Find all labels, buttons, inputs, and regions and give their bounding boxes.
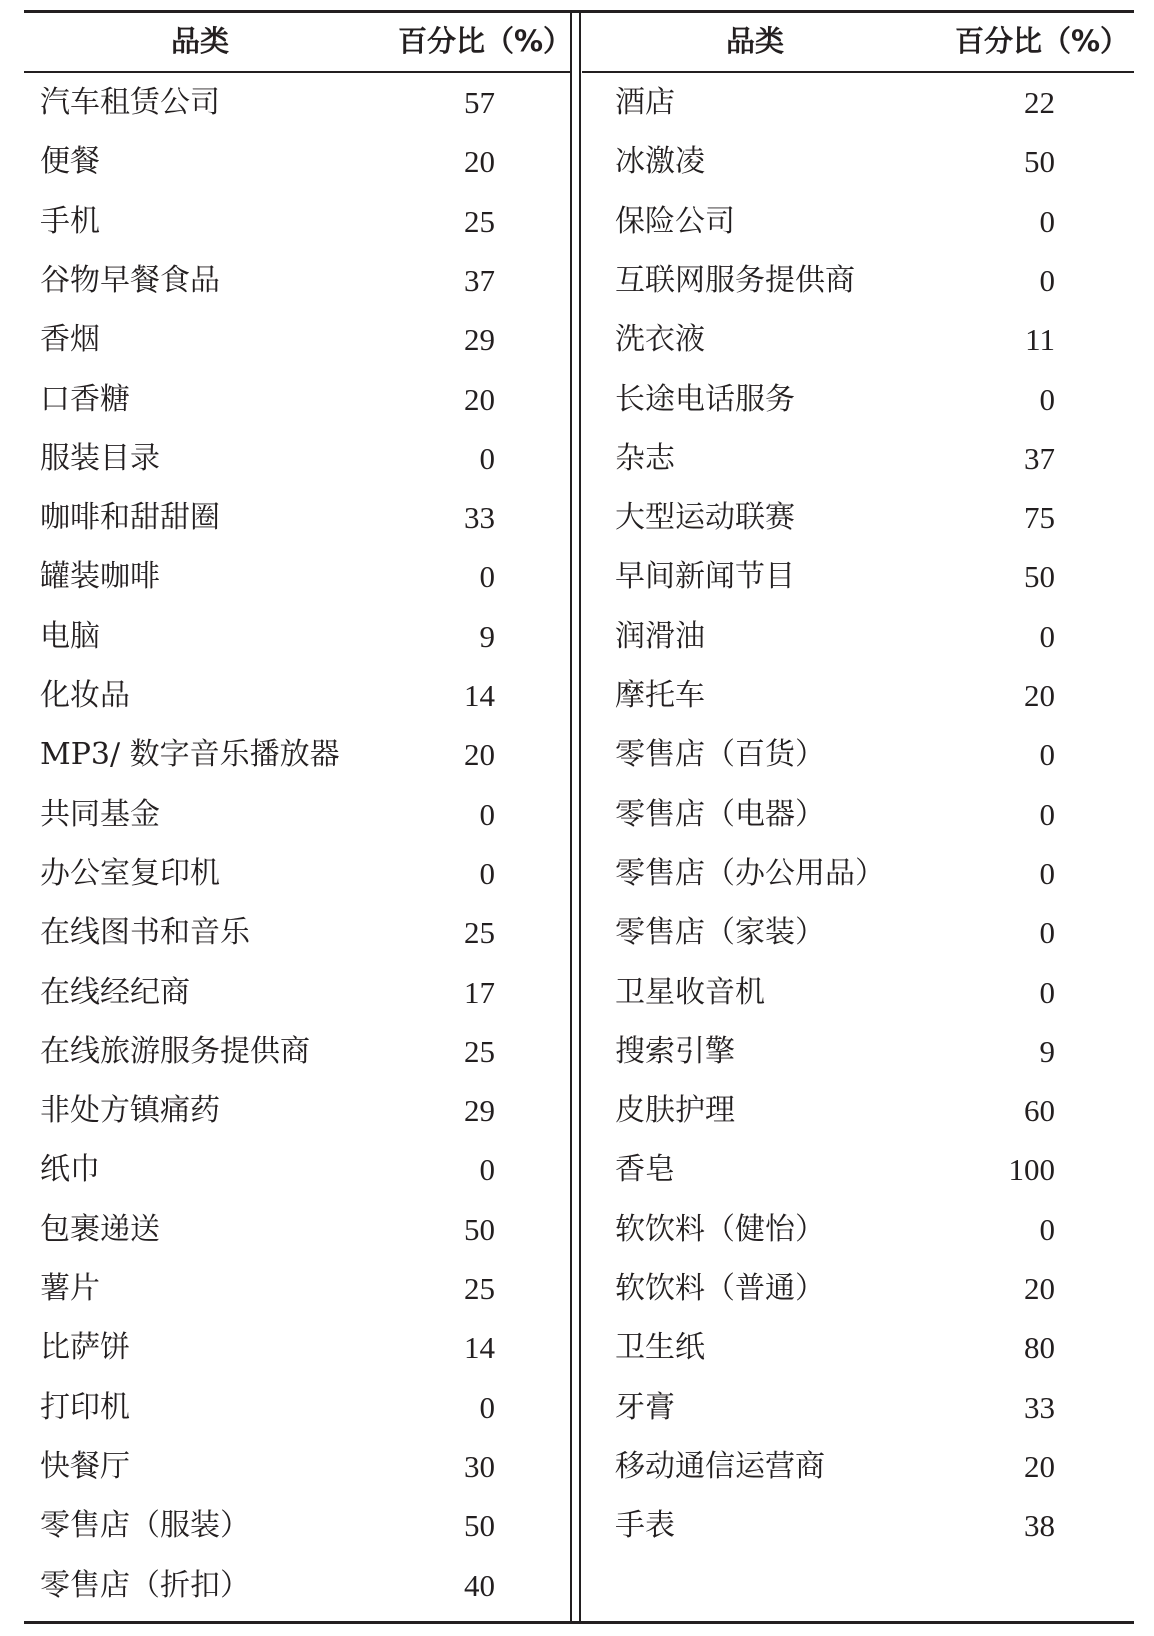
percent-cell: 0: [479, 856, 495, 891]
percent-cell: 0: [1039, 797, 1055, 832]
category-cell: 手表: [615, 1508, 675, 1543]
right-header-percent: 百分比（%）: [955, 24, 1130, 58]
category-cell: 零售店（家装）: [615, 915, 825, 950]
category-cell: 便餐: [40, 144, 100, 179]
category-cell: 非处方镇痛药: [40, 1093, 220, 1128]
category-cell: 化妆品: [40, 678, 130, 713]
percent-cell: 29: [464, 1093, 495, 1128]
category-cell: 包裹递送: [40, 1212, 160, 1247]
category-cell: 互联网服务提供商: [615, 263, 855, 298]
category-cell: 纸巾: [40, 1152, 100, 1187]
category-cell: 软饮料（健怡）: [615, 1212, 825, 1247]
percent-cell: 11: [1025, 322, 1055, 357]
category-cell: 零售店（百货）: [615, 737, 825, 772]
left-header-percent: 百分比（%）: [398, 24, 573, 58]
category-cell: 酒店: [615, 85, 675, 120]
percent-cell: 25: [464, 1034, 495, 1069]
category-cell: 长途电话服务: [615, 382, 795, 417]
category-cell: 零售店（电器）: [615, 797, 825, 832]
percent-cell: 22: [1024, 85, 1055, 120]
percent-cell: 14: [464, 1330, 495, 1365]
percent-cell: 50: [1024, 144, 1055, 179]
category-cell: 香皂: [615, 1152, 675, 1187]
category-cell: 洗衣液: [615, 322, 705, 357]
percent-cell: 9: [1039, 1034, 1055, 1069]
percent-cell: 20: [1024, 1271, 1055, 1306]
right-header-category: 品类: [725, 24, 784, 58]
percent-cell: 20: [464, 737, 495, 772]
percent-cell: 57: [464, 85, 495, 120]
percent-cell: 0: [1039, 915, 1055, 950]
percent-cell: 60: [1024, 1093, 1055, 1128]
percent-cell: 20: [464, 382, 495, 417]
percent-cell: 9: [479, 619, 495, 654]
category-cell: 在线图书和音乐: [40, 915, 250, 950]
category-cell: 早间新闻节目: [615, 559, 795, 594]
percent-cell: 40: [464, 1568, 495, 1603]
category-cell: 办公室复印机: [40, 856, 220, 891]
percent-cell: 25: [464, 204, 495, 239]
percent-cell: 38: [1024, 1508, 1055, 1543]
percent-cell: 37: [1024, 441, 1055, 476]
category-cell: 谷物早餐食品: [40, 263, 220, 298]
category-cell: 卫星收音机: [615, 975, 765, 1010]
percent-cell: 0: [1039, 619, 1055, 654]
percent-cell: 0: [479, 1152, 495, 1187]
category-cell: 汽车租赁公司: [40, 85, 220, 120]
category-cell: 快餐厅: [40, 1449, 130, 1484]
category-cell: 杂志: [615, 441, 675, 476]
category-cell: 润滑油: [615, 619, 705, 654]
percent-cell: 0: [1039, 975, 1055, 1010]
percent-cell: 20: [464, 144, 495, 179]
category-cell: 软饮料（普通）: [615, 1271, 825, 1306]
percent-cell: 29: [464, 322, 495, 357]
category-cell: 摩托车: [615, 678, 705, 713]
category-cell: 电脑: [40, 619, 100, 654]
left-header-category: 品类: [170, 24, 229, 58]
category-cell: 冰激凌: [615, 144, 705, 179]
category-cell: MP3/ 数字音乐播放器: [40, 737, 340, 772]
percent-cell: 80: [1024, 1330, 1055, 1365]
percent-cell: 50: [464, 1212, 495, 1247]
percent-cell: 0: [479, 441, 495, 476]
category-cell: 移动通信运营商: [615, 1449, 825, 1484]
category-cell: 零售店（办公用品）: [615, 856, 885, 891]
percent-cell: 0: [1039, 204, 1055, 239]
category-cell: 皮肤护理: [615, 1093, 735, 1128]
category-cell: 手机: [40, 204, 100, 239]
percent-cell: 37: [464, 263, 495, 298]
percent-cell: 25: [464, 915, 495, 950]
category-cell: 口香糖: [40, 382, 130, 417]
percent-cell: 0: [1039, 263, 1055, 298]
percent-cell: 30: [464, 1449, 495, 1484]
category-cell: 零售店（折扣）: [40, 1568, 250, 1603]
category-cell: 搜索引擎: [615, 1034, 735, 1069]
category-cell: 在线经纪商: [40, 975, 190, 1010]
category-cell: 牙膏: [615, 1390, 675, 1425]
percent-cell: 14: [464, 678, 495, 713]
percent-cell: 33: [464, 500, 495, 535]
category-cell: 零售店（服装）: [40, 1508, 250, 1543]
category-cell: 罐装咖啡: [40, 559, 160, 594]
category-cell: 大型运动联赛: [615, 500, 795, 535]
category-cell: 香烟: [40, 322, 100, 357]
category-cell: 保险公司: [615, 204, 735, 239]
category-cell: 比萨饼: [40, 1330, 130, 1365]
category-cell: 打印机: [40, 1390, 130, 1425]
percent-cell: 20: [1024, 678, 1055, 713]
percent-cell: 0: [1039, 737, 1055, 772]
column-divider-right-line: [579, 12, 581, 1622]
percent-cell: 50: [1024, 559, 1055, 594]
percent-cell: 20: [1024, 1449, 1055, 1484]
percent-cell: 0: [1039, 856, 1055, 891]
category-cell: 共同基金: [40, 797, 160, 832]
category-cell: 卫生纸: [615, 1330, 705, 1365]
category-cell: 在线旅游服务提供商: [40, 1034, 310, 1069]
category-cell: 咖啡和甜甜圈: [40, 500, 220, 535]
percent-cell: 0: [1039, 1212, 1055, 1247]
percent-cell: 0: [1039, 382, 1055, 417]
category-cell: 薯片: [40, 1271, 100, 1306]
percent-cell: 25: [464, 1271, 495, 1306]
percent-cell: 100: [1008, 1152, 1055, 1187]
percent-cell: 17: [464, 975, 495, 1010]
category-cell: 服装目录: [40, 441, 160, 476]
percent-cell: 0: [479, 797, 495, 832]
percent-cell: 0: [479, 559, 495, 594]
percent-cell: 50: [464, 1508, 495, 1543]
percent-cell: 33: [1024, 1390, 1055, 1425]
percent-cell: 0: [479, 1390, 495, 1425]
percent-cell: 75: [1024, 500, 1055, 535]
column-divider-left-line: [570, 12, 572, 1622]
